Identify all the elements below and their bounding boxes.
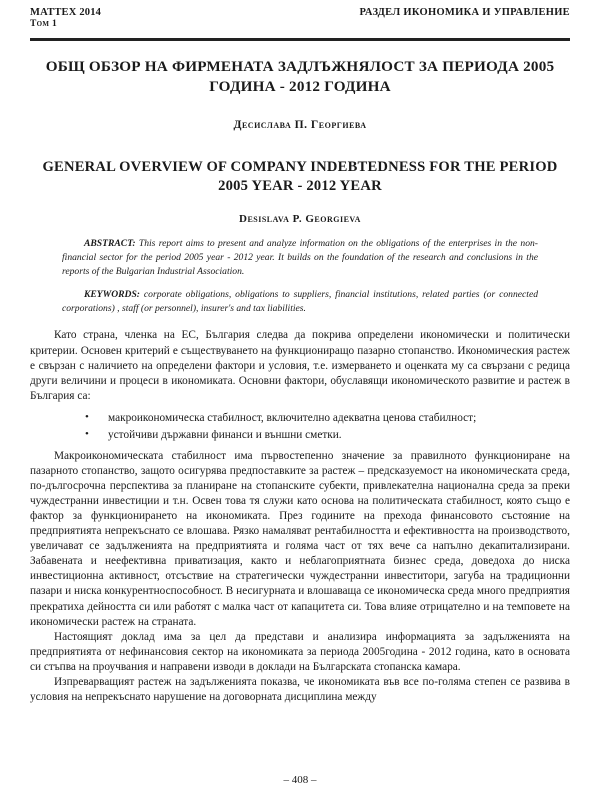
- abstract-text: This report aims to present and analyze information on the obligations of the enterprises in the non-financial sector for the period 2005 year - 2012 year. It builds on the foundation of the research and conclusions in the reports of the Bulgarian Industrial Association.: [62, 238, 538, 277]
- journal-name: MATTEX 2014: [30, 7, 102, 18]
- section-label: РАЗДЕЛ ИКОНОМИКА И УПРАВЛЕНИЕ: [359, 7, 570, 18]
- list-item: • устойчиви държавни финанси и външни сметки.: [30, 427, 570, 444]
- body-paragraph-4: Изпреварващият растеж на задълженията показва, че икономиката във все по-голяма степен се развива в условия на непрекъснато нарушение на договорната дисциплина между: [30, 675, 570, 703]
- body-paragraph-1: Като страна, членка на ЕС, България следва да покрива определени икономически и политически критерии. Основен критерий е съществуването на функциониращо пазарно стопанство. Икономическия растеж е свързан с наличието на определени фактори и условия, т.е. измерването и оценката му са свързани с редица други величини и процеси в икономиката. Основни фактори, обуславящи икономическото развитие и растеж в България са:: [30, 329, 570, 402]
- volume-label: Том 1: [30, 19, 58, 30]
- keywords-label: KEYWORDS:: [84, 289, 140, 301]
- body-text: [30, 328, 570, 705]
- abstract-block: [62, 237, 538, 315]
- body-paragraph-2: Макроикономическата стабилност има първостепенно значение за правилното функциониране на пазарното стопанство, защото осигурява предпоставките за растеж – предсказуемост на икономическата среда, по-дългосрочна перспектива за планиране на стопанските субекти, привлекателна национална среда за преки чуждестранни инвестиции и т.н. Освен това тя служи като основа на политическата стабилност, която също е фактор за функционирането на икономиката. През годините на прехода финансовото състояние на предприятията непрекъснато се влошава. Рязко намаляват рентабилността и ефективността на производството, увеличават се задълженията на предприятията и голяма част от тях вече са напълно декапитализирани. Забавената и неефективна приватизация, както и неблагоприятната бизнес среда, доведоха до ниска инвестиционна активност, отсъствие на стратегически чуждестранни инвеститори, загуба на традиционни пазари и ниска конкурентноспособност. В несигурната и влошаваща се икономическа среда много предприятия прекратиха дейността си или работят с малка част от капацитета си. Това влияе отрицателно и на темповете на икономически растеж на страната.: [30, 449, 570, 628]
- abstract-label: ABSTRACT:: [84, 238, 136, 250]
- author-english: Desislava P. Georgieva: [239, 213, 361, 226]
- page-footer: [0, 774, 600, 786]
- page-title-bulgarian: ОБЩ ОБЗОР НА ФИРМЕНАТА ЗАДЛЪЖНЯЛОСТ ЗА ПЕРИОДА 2005 ГОДИНА - 2012 ГОДИНА: [45, 58, 555, 96]
- list-item: • макроикономическа стабилност, включително адекватна ценова стабилност;: [30, 410, 570, 427]
- body-paragraph-3: Настоящият доклад има за цел да представи и анализира информацията за задълженията на предприятията от нефинансовия сектор на икономиката за периода 2005година - 2012 година, като в основата си стъпва на проучвания и направени изводи в доклади на Българската стопанска камара.: [30, 630, 570, 673]
- author-bulgarian: Десислава П. Георгиева: [233, 117, 367, 131]
- running-head-left: [30, 6, 101, 31]
- page-number: – 408 –: [283, 774, 317, 786]
- factors-list: [30, 410, 570, 444]
- header-divider: [30, 38, 570, 41]
- keywords-paragraph: [62, 288, 538, 315]
- keywords-text: corporate obligations, obligations to suppliers, financial institutions, related parties (or connected corporations) , staff (or personnel), insurer's and tax liabilities.: [62, 289, 538, 314]
- abstract-paragraph: [62, 237, 538, 278]
- page-title-english: GENERAL OVERVIEW OF COMPANY INDEBTEDNESS FOR THE PERIOD 2005 YEAR - 2012 YEAR: [42, 158, 558, 195]
- running-head: [30, 6, 570, 31]
